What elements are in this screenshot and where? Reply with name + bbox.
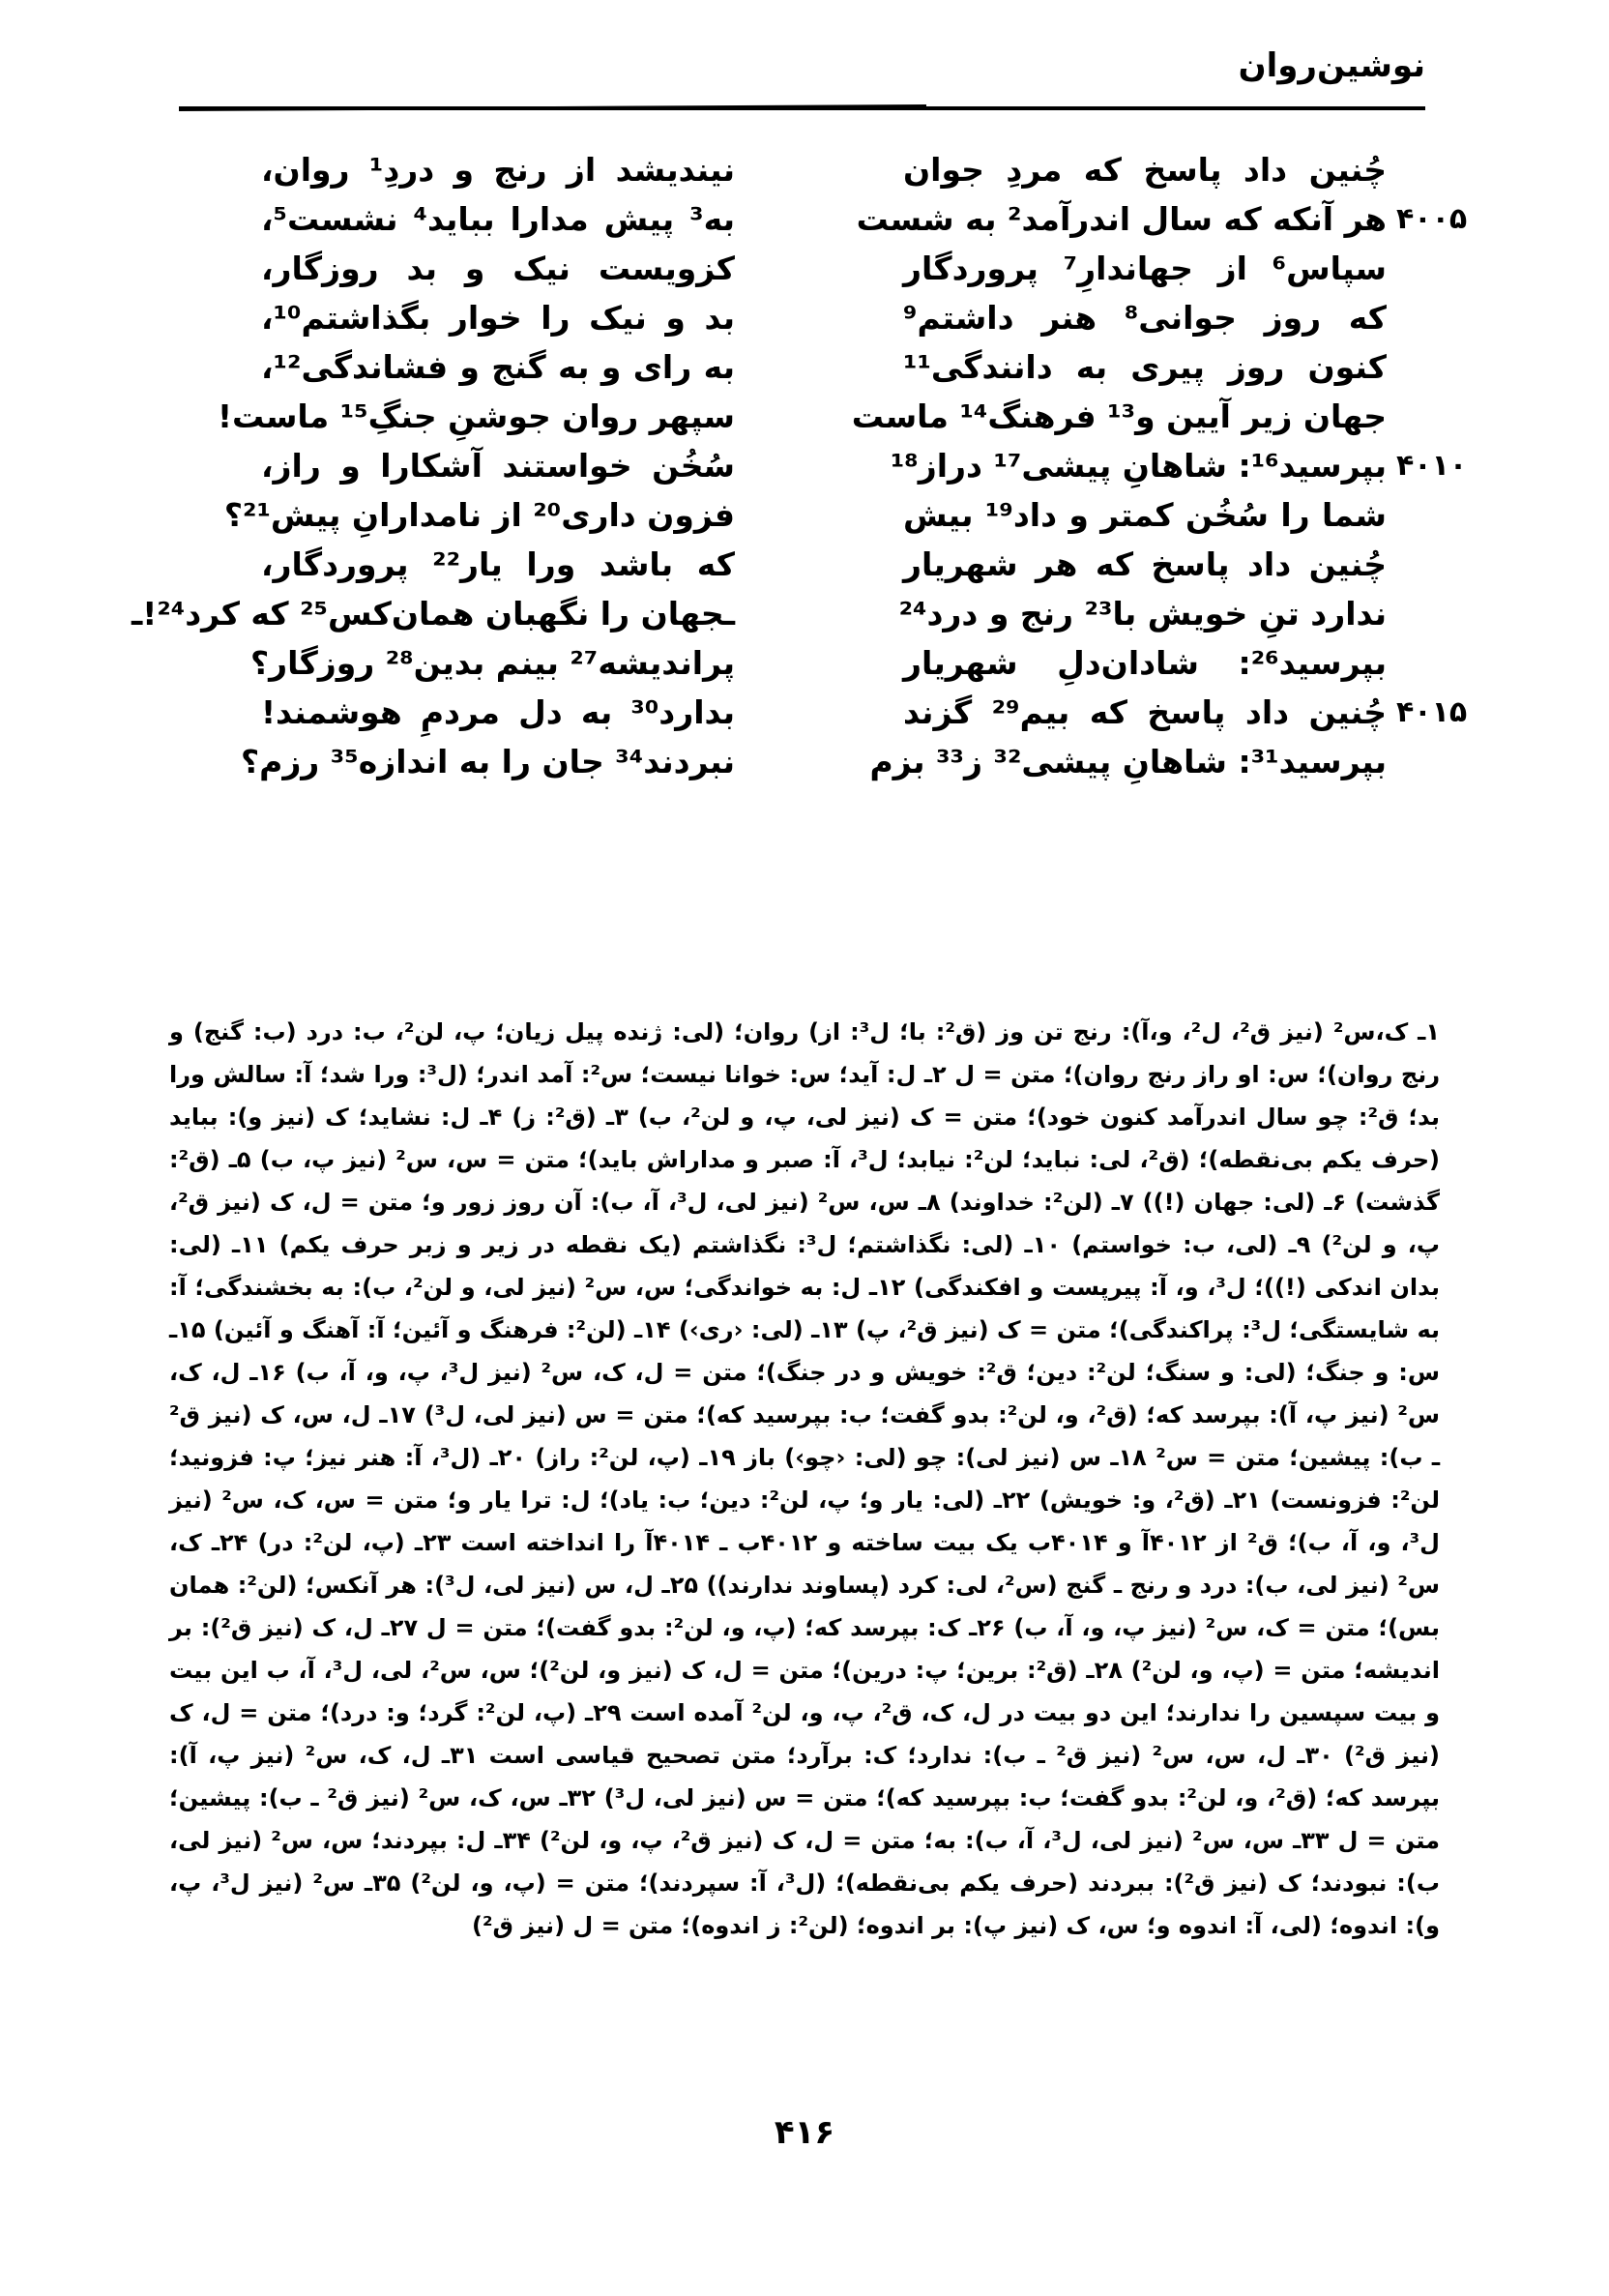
hemistich-text: کنون روز پیری به دانندگی¹¹ bbox=[903, 348, 1387, 386]
page-number: ۴۱۶ bbox=[774, 2113, 835, 2152]
footnotes bbox=[169, 1011, 1440, 1947]
verse-block bbox=[131, 145, 1468, 919]
verse-line bbox=[903, 293, 1387, 342]
hemistich-text: چُنین داد پاسخ که مردِ جوان bbox=[903, 151, 1387, 189]
verse-line bbox=[903, 145, 1387, 194]
verse-line bbox=[856, 194, 1468, 244]
verse-line bbox=[903, 244, 1387, 293]
verse-line: به³ پیش مدارا بباید⁴ نشست⁵، bbox=[261, 200, 736, 238]
right-hemistich-column bbox=[851, 145, 1468, 786]
hemistich-text: هر آنکه که سال اندرآمد² به شست bbox=[856, 200, 1387, 238]
verse-line: فزون داری²⁰ از نامدارانِ پیش²¹؟ bbox=[223, 496, 735, 534]
hemistich-text: چُنین داد پاسخ که بیم²⁹ گزند bbox=[903, 693, 1387, 731]
hemistich-text: بپرسید²⁶: شادان‌دلِ شهریار bbox=[903, 644, 1387, 682]
verse-number: ۴۰۱۵ bbox=[1396, 695, 1468, 729]
verse-line bbox=[903, 490, 1387, 540]
running-title: نوشین‌روان bbox=[1238, 46, 1425, 85]
verse-number: ۴۰۱۰ bbox=[1396, 449, 1468, 483]
verse-line: بد و نیک را خوار بگذاشتم¹⁰، bbox=[261, 299, 735, 337]
page-header bbox=[179, 39, 1425, 126]
left-hemistich-column bbox=[131, 145, 736, 786]
verse-line: پراندیشه²⁷ بینم بدین²⁸ روزگار؟ bbox=[250, 644, 735, 682]
verse-line: سپهر روان جوشنِ جنگِ¹⁵ ماست! bbox=[217, 397, 735, 435]
hemistich-text: بپرسید³¹: شاهانِ پیشی³² ز³³ بزم bbox=[869, 743, 1387, 780]
hemistich-text: جهان زیر آیین و¹³ فرهنگ¹⁴ ماست bbox=[851, 397, 1387, 435]
verse-line bbox=[903, 342, 1387, 392]
verse-line: سُخُن خواستند آشکارا و راز، bbox=[261, 447, 735, 485]
hemistich-text: چُنین داد پاسخ که هر شهریار bbox=[903, 545, 1387, 583]
verse-line: نبردند³⁴ جان را به اندازه³⁵ رزم؟ bbox=[240, 743, 735, 780]
verse-line: بدارد³⁰ به دل مردمِ هوشمند! bbox=[261, 693, 735, 731]
hemistich-text: ندارد تنِ خویش با²³ رنج و درد²⁴ bbox=[898, 595, 1387, 633]
footnotes-text: ۱ـ ک،س² (نیز ق²، ل²، و،آ): رنج تن وز (ق²: با؛ ل³: از) روان؛ (لی: ژنده پیل زیان؛ پ، لن²، ب: درد (ب: گنج) و رنج روان)؛ س: او راز رنج روان)؛ متن = ل ۲ـ ل: آید؛ س: خوانا نیست؛ س²: آمد اندر؛ (ل³: ورا شد؛ آ: سالش ورا بد؛ ق²: چو سال اندرآمد کنون خود)؛ متن = ک (نیز لی، پ، و لن²، ب) ۳ـ (ق²: ز) ۴ـ ل: نشاید؛ ک (نیز و): بباید (حرف یکم بی‌نقطه)؛ (ق²، لی: نباید؛ لن²: نیابد؛ ل³، آ: صبر و مداراش باید)؛ متن = س، س² (نیز پ، ب) ۵ـ (ق²: گذشت) ۶ـ (لی: جهان (!)) ۷ـ (لن²: خداوند) ۸ـ س، س² (نیز لی، ل³، آ، ب): آن روز زور و؛ متن = ل، ک (نیز ق²، پ، و لن²) ۹ـ (لی، ب: خواستم) ۱۰ـ (لی: نگذاشتم؛ ل³: نگذاشتم (یک نقطه در زیر و زبر حرف یکم) ۱۱ـ (لی: بدان اندکی (!))؛ ل³، و، آ: پیرپست و افکندگی) ۱۲ـ ل: به خواندگی؛ س، س² (نیز لی، و لن²، ب): به بخشندگی؛ آ: به شایستگی؛ ل³: پراکندگی)؛ متن = ک (نیز ق²، پ) ۱۳ـ (لی: ‹ری›) ۱۴ـ (لن²: فرهنگ و آئین؛ آ: آهنگ و آئین) ۱۵ـ س: و جنگ؛ (لی: و سنگ؛ لن²: دین؛ ق²: خویش و در جنگ)؛ متن = ل، ک، س² (نیز ل³، پ، و، آ، ب) ۱۶ـ ل، ک، س² (نیز پ، آ): بپرسد که؛ (ق²، و، لن²: بدو گفت؛ ب: بپرسید که)؛ متن = س (نیز لی، ل³) ۱۷ـ ل، س، ک (نیز ق² ـ ب): پیشین؛ متن = س² ۱۸ـ س (نیز لی): چو (لی: ‹چو›) باز ۱۹ـ (پ، لن²: راز) ۲۰ـ (ل³، آ: هنر نیز؛ پ: فزونید؛ لن²: فزونست) ۲۱ـ (ق²، و: خویش) ۲۲ـ (لی: یار و؛ پ، لن²: دین؛ ب: یاد)؛ ل: ترا یار و؛ متن = س، ک، س² (نیز ل³، و، آ، ب)؛ ق² از ۴۰۱۲آ و ۴۰۱۴ب یک بیت ساخته و ۴۰۱۲ب ـ ۴۰۱۴آ را انداخته است ۲۳ـ (پ، لن²: در) ۲۴ـ ک، س² (نیز لی، ب): درد و رنج ـ گنج (س²، لی: کرد (پساوند ندارند)) ۲۵ـ ل، س (نیز لی، ل³): هر آنکس؛ (لن²: همان بس)؛ متن = ک، س² (نیز پ، و، آ، ب) ۲۶ـ ک: بپرسد که؛ (پ، و، لن²: بدو گفت)؛ متن = ل ۲۷ـ ل، ک (نیز ق²): بر اندیشه؛ متن = (پ، و، لن²) ۲۸ـ (ق²: برین؛ پ: درین)؛ متن = ل، ک (نیز و، لن²)؛ س، س²، لی، ل³، آ، ب این بیت و بیت سپسین را ندارند؛ این دو بیت در ل، ک، ق²، پ، و، لن² آمده است ۲۹ـ (پ، لن²: گرد؛ و: درد)؛ متن = ل، ک (نیز ق²) ۳۰ـ ل، س، س² (نیز ق² ـ ب): ندارد؛ ک: برآرد؛ متن تصحیح قیاسی است ۳۱ـ ل، ک، س² (نیز پ، آ): بپرسد که؛ (ق²، و، لن²: بدو گفت؛ ب: بپرسید که)؛ متن = س (نیز لی، ل³) ۳۲ـ س، ک، س² (نیز ق² ـ ب): پیشین؛ متن = ل ۳۳ـ س، س² (نیز لی، ل³، آ، ب): به؛ متن = ل، ک (نیز ق²، پ، و، لن²) ۳۴ـ ل: بپردند؛ س، س² (نیز لی، ب): نبودند؛ ک (نیز ق²): ببردند (حرف یکم بی‌نقطه)؛ (ل³، آ: سپردند)؛ متن = (پ، و، لن²) ۳۵ـ س² (نیز ل³، پ، و): اندوه؛ (لی، آ: اندوه و؛ س، ک (نیز پ): بر اندوه؛ (لن²: ز اندوه)؛ متن = ل (نیز ق²) bbox=[169, 1018, 1441, 1939]
verse-line: کزویست نیک و بد روزگار، bbox=[261, 250, 735, 287]
hemistich-text: سپاس⁶ از جهاندارِ⁷ پروردگار bbox=[903, 250, 1387, 287]
verse-line: ـجهان را نگهبان همان‌کس²⁵ که کرد²⁴!ـ bbox=[131, 595, 735, 633]
verse-line: به رای و به گنج و فشاندگی¹²، bbox=[261, 348, 735, 386]
verse-line bbox=[903, 540, 1387, 589]
verse-line bbox=[890, 441, 1468, 490]
hemistich-text: بپرسید¹⁶: شاهانِ پیشی¹⁷ دراز¹⁸ bbox=[890, 447, 1387, 485]
verse-line: نیندیشد از رنج و دردِ¹ روان، bbox=[261, 151, 735, 189]
verse-line: که باشد ورا یار²² پروردگار، bbox=[261, 545, 735, 583]
hemistich-text: شما را سُخُن کمتر و داد¹⁹ بیش bbox=[903, 496, 1387, 534]
verse-line bbox=[869, 737, 1387, 786]
verse-number: ۴۰۰۵ bbox=[1396, 202, 1468, 236]
header-rule bbox=[179, 106, 1425, 110]
verse-line bbox=[851, 392, 1387, 441]
hemistich-text: که روز جوانی⁸ هنر داشتم⁹ bbox=[903, 299, 1387, 337]
verse-line bbox=[903, 638, 1387, 688]
verse-line bbox=[898, 589, 1387, 638]
verse-line bbox=[903, 688, 1468, 737]
